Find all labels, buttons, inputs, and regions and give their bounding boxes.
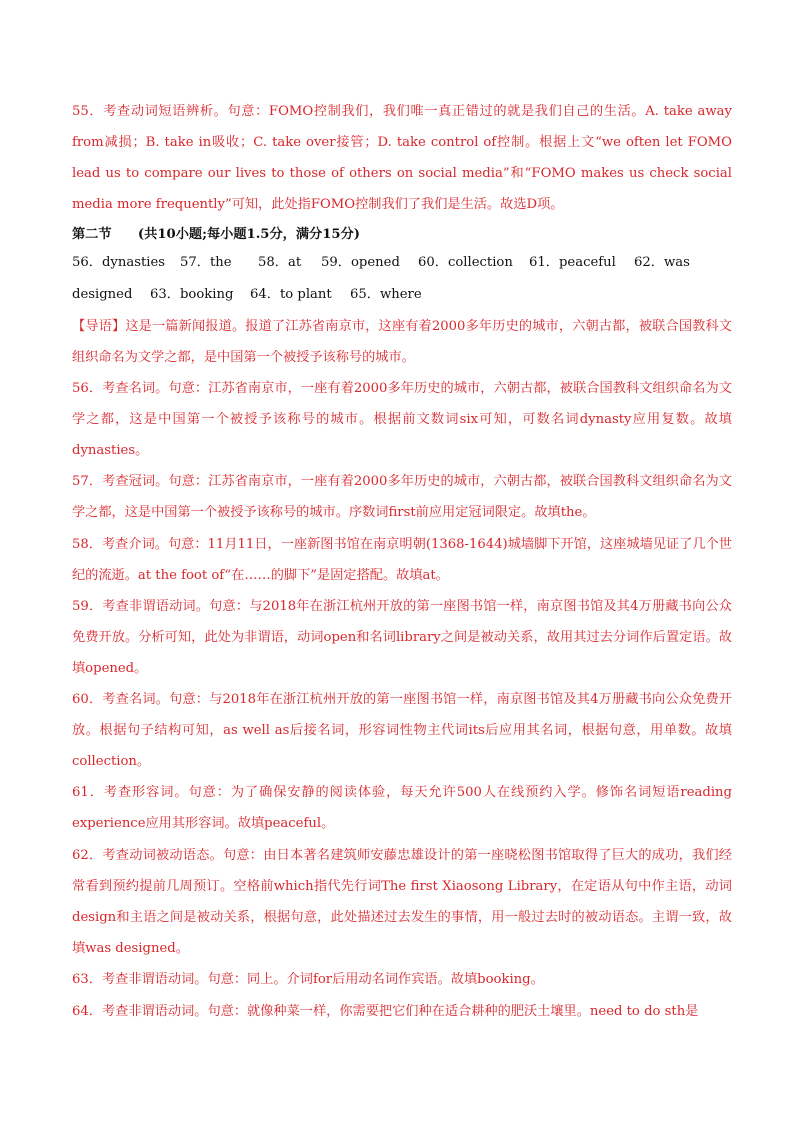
- explanation-64: 64．考查非谓语动词。句意：就像种菜一样，你需要把它们种在适合耕种的肥沃土壤里。need to do sth是: [72, 1004, 699, 1019]
- section-title: 第二节 (共10小题;每小题1.5分，满分15分): [72, 227, 360, 242]
- lead-in: 【导语】这是一篇新闻报道。报道了江苏省南京市，这座有着2000多年历史的城市，六朝古都，被联合国教科文组织命名为文学之都，是中国第一个被授予该称号的城市。: [72, 319, 732, 365]
- explanation-57: 57．考查冠词。句意：江苏省南京市，一座有着2000多年历史的城市，六朝古都，被联合国教科文组织命名为文学之都，这是中国第一个被授予该称号的城市。序数词first前应用定冠词限定。故填the。: [72, 474, 732, 520]
- explanation-58: 58．考查介词。句意：11月11日，一座新图书馆在南京明朝(1368-1644)城墙脚下开馆，这座城墙见证了几个世纪的流逝。at the foot of“在……的脚下”是固定搭配。故填at。: [72, 537, 732, 583]
- explanation-55: 55．考查动词短语辨析。句意：FOMO控制我们，我们唯一真正错过的就是我们自己的生活。A. take away from减损；B. take in吸收；C. take over接管；D. take control of控制。根据上文“we often let FOMO lead us to compare our lives to those of others on social media”和“FOMO makes us check social media more frequently”可知，此处指FOMO控制我们了我们是生活。故选D项。: [72, 104, 732, 212]
- explanation-61: 61．考查形容词。句意：为了确保安静的阅读体验，每天允许500人在线预约入学。修饰名词短语reading experience应用其形容词。故填peaceful。: [72, 785, 732, 831]
- answer-63: 63．booking: [150, 287, 234, 302]
- answer-58: 58．at: [258, 255, 302, 270]
- explanation-59: 59．考查非谓语动词。句意：与2018年在浙江杭州开放的第一座图书馆一样，南京图书馆及其4万册藏书向公众免费开放。分析可知，此处为非谓语，动词open和名词library之间是被动关系，故用其过去分词作后置定语。故填opened。: [72, 599, 732, 676]
- explanation-63: 63．考查非谓语动词。句意：同上。介词for后用动名词作宾语。故填booking。: [72, 972, 544, 987]
- answer-60: 60．collection: [418, 255, 513, 270]
- answer-64: 64．to plant: [250, 287, 332, 302]
- answer-57: 57．the: [180, 255, 232, 270]
- explanation-60: 60．考查名词。句意：与2018年在浙江杭州开放的第一座图书馆一样，南京图书馆及其4万册藏书向公众免费开放。根据句子结构可知，as well as后接名词，形容词性物主代词its后应用其名词，根据句意，用单数。故填collection。: [72, 692, 732, 769]
- answer-56: 56．dynasties: [72, 255, 166, 270]
- answer-59: 59．opened: [321, 255, 400, 270]
- answer-62: 62．was: [634, 255, 690, 270]
- explanation-62: 62．考查动词被动语态。句意：由日本著名建筑师安藤忠雄设计的第一座晓松图书馆取得了巨大的成功，我们经常看到预约提前几周预订。空格前which指代先行词The first Xiaosong Library，在定语从句中作主语，动词design和主语之间是被动关系，根据句意，此处描述过去发生的事情，用一般过去时的被动语态。主谓一致，故填was designed。: [72, 848, 732, 956]
- answer-61: 61．peaceful: [529, 255, 616, 270]
- answer-62-cont: designed: [72, 287, 133, 302]
- answer-65: 65．where: [350, 287, 422, 302]
- explanation-56: 56．考查名词。句意：江苏省南京市，一座有着2000多年历史的城市，六朝古都，被联合国教科文组织命名为文学之都，这是中国第一个被授予该称号的城市。根据前文数词six可知，可数名词dynasty应用复数。故填dynasties。: [72, 381, 732, 458]
